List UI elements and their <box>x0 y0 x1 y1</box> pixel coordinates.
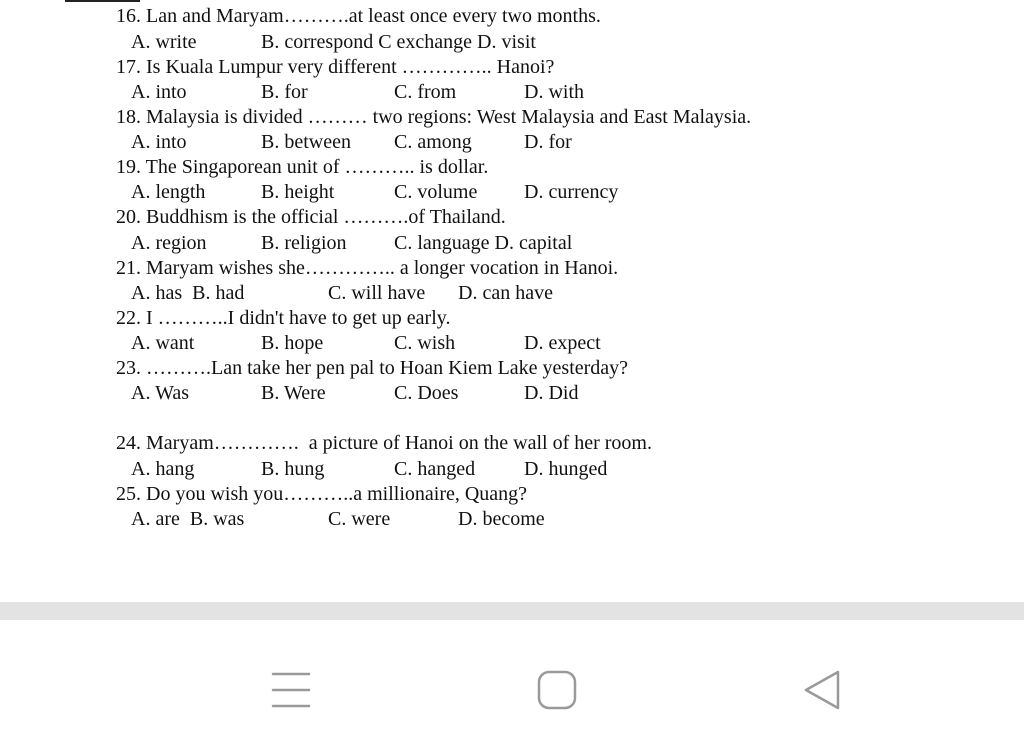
recent-apps-button[interactable] <box>251 650 331 730</box>
home-icon <box>535 668 579 712</box>
option: D. Did <box>524 382 579 404</box>
option: D. become <box>458 508 545 530</box>
option: D. can have <box>458 282 553 304</box>
option: C. will have <box>328 282 426 304</box>
option: C. were <box>328 508 391 530</box>
option: A. hang <box>131 458 195 480</box>
recent-apps-icon <box>269 670 313 710</box>
option: D. with <box>524 81 584 103</box>
option: B. for <box>261 81 308 103</box>
question-24: 24. Maryam…………. a picture of Hanoi on the wall of her room. <box>116 432 652 454</box>
question-16: 16. Lan and Maryam……….at least once every two months. <box>116 5 601 27</box>
option: C. Does <box>394 382 459 404</box>
question-18: 18. Malaysia is divided ……… two regions: West Malaysia and East Malaysia. <box>116 106 752 128</box>
back-icon <box>800 668 844 712</box>
question-17: 17. Is Kuala Lumpur very different ………….. Hanoi? <box>116 56 555 78</box>
option: B. hope <box>261 332 324 354</box>
option: B. between <box>261 131 351 153</box>
option: C. wish <box>394 332 456 354</box>
question-25: 25. Do you wish you………..a millionaire, Quang? <box>116 483 528 505</box>
option: D. currency <box>524 181 619 203</box>
option: A. write <box>131 31 197 53</box>
option: A. into <box>131 81 187 103</box>
option: B. religion <box>261 232 347 254</box>
option: C. hanged <box>394 458 476 480</box>
option: B. correspond C exchange D. visit <box>261 31 536 53</box>
option: B. height <box>261 181 335 203</box>
question-20: 20. Buddhism is the official ……….of Thailand. <box>116 206 506 228</box>
question-21: 21. Maryam wishes she………….. a longer vocation in Hanoi. <box>116 257 619 279</box>
question-19: 19. The Singaporean unit of ……….. is dollar. <box>116 156 489 178</box>
option: A. into <box>131 131 187 153</box>
back-button[interactable] <box>782 650 862 730</box>
option: C. from <box>394 81 457 103</box>
question-23: 23. ……….Lan take her pen pal to Hoan Kiem Lake yesterday? <box>116 357 629 379</box>
home-button[interactable] <box>517 650 597 730</box>
option: A. Was <box>131 382 190 404</box>
question-22: 22. I ………..I didn't have to get up early. <box>116 307 451 329</box>
page-divider <box>0 602 1024 620</box>
option: D. expect <box>524 332 601 354</box>
option: D. for <box>524 131 572 153</box>
option: A. has B. had <box>131 282 245 304</box>
option: B. Were <box>261 382 326 404</box>
option: C. volume <box>394 181 478 203</box>
option: C. language D. capital <box>394 232 573 254</box>
option: A. want <box>131 332 195 354</box>
option: A. length <box>131 181 206 203</box>
option: C. among <box>394 131 472 153</box>
option: A. are B. was <box>131 508 245 530</box>
system-navigation-bar <box>0 620 1024 755</box>
option: A. region <box>131 232 207 254</box>
option: D. hunged <box>524 458 608 480</box>
option: B. hung <box>261 458 325 480</box>
